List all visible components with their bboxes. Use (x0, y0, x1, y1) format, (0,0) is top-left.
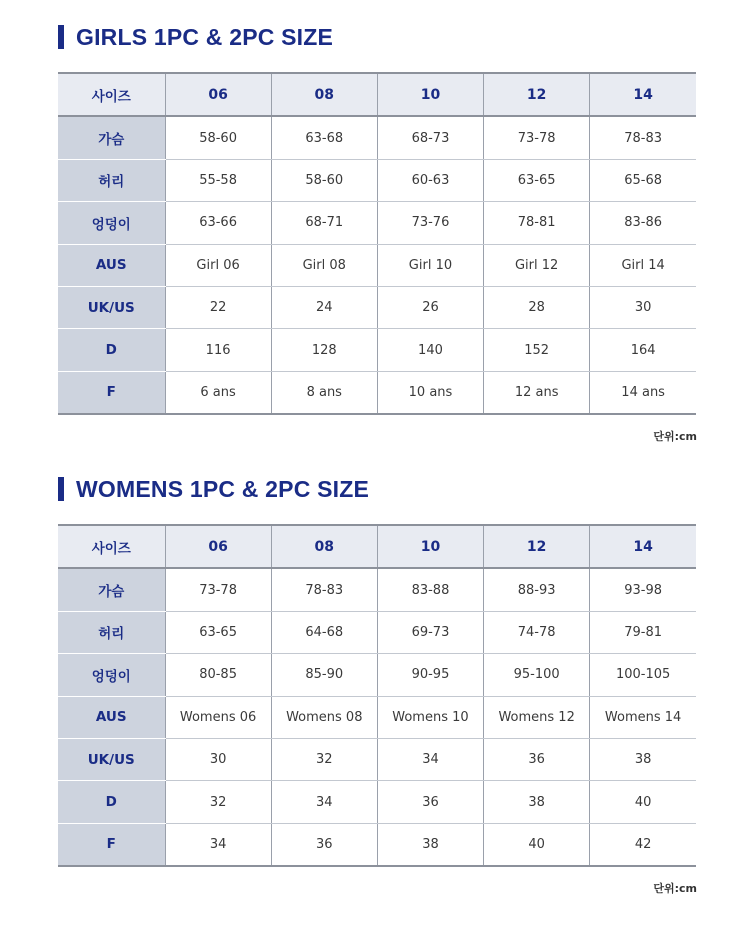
column-header: 12 (484, 525, 590, 568)
table-cell: 74-78 (484, 611, 590, 653)
womens-heading (58, 476, 369, 502)
table-cell: 34 (377, 738, 483, 780)
table-cell: 26 (377, 286, 483, 328)
table-cell: 24 (271, 286, 377, 328)
table-cell: 34 (271, 781, 377, 823)
table-cell: 32 (271, 738, 377, 780)
table-cell: 12 ans (484, 371, 590, 414)
table-cell: 63-66 (165, 202, 271, 244)
table-cell: 78-83 (590, 116, 696, 159)
table-cell: 63-65 (484, 159, 590, 201)
table-cell: 128 (271, 329, 377, 371)
table-cell: 83-88 (377, 568, 483, 611)
table-cell: Girl 10 (377, 244, 483, 286)
table-cell: 40 (590, 781, 696, 823)
table-cell: Womens 12 (484, 696, 590, 738)
table-cell: 32 (165, 781, 271, 823)
table-cell: 164 (590, 329, 696, 371)
table-row (58, 738, 696, 780)
table-cell: 36 (377, 781, 483, 823)
row-label: F (58, 371, 165, 414)
table-cell: Girl 08 (271, 244, 377, 286)
row-label: 가슴 (58, 116, 165, 159)
table-cell: 38 (377, 823, 483, 866)
column-header: 12 (484, 73, 590, 116)
table-cell: 80-85 (165, 654, 271, 696)
table-cell: 64-68 (271, 611, 377, 653)
table-row (58, 654, 696, 696)
table-cell: 68-71 (271, 202, 377, 244)
column-header: 08 (271, 525, 377, 568)
table-cell: 85-90 (271, 654, 377, 696)
size-header-label: 사이즈 (58, 73, 165, 116)
table-cell: Girl 12 (484, 244, 590, 286)
table-cell: 95-100 (484, 654, 590, 696)
table-cell: 6 ans (165, 371, 271, 414)
size-header-label: 사이즈 (58, 525, 165, 568)
row-label: UK/US (58, 286, 165, 328)
row-label: D (58, 781, 165, 823)
column-header: 06 (165, 73, 271, 116)
table-cell: 36 (271, 823, 377, 866)
table-cell: 42 (590, 823, 696, 866)
column-header: 14 (590, 73, 696, 116)
row-label: UK/US (58, 738, 165, 780)
table-row (58, 286, 696, 328)
column-header: 10 (377, 525, 483, 568)
table-cell: 58-60 (271, 159, 377, 201)
table-header-row (58, 525, 696, 568)
table-cell: 116 (165, 329, 271, 371)
table-row (58, 244, 696, 286)
table-row (58, 202, 696, 244)
table-cell: 34 (165, 823, 271, 866)
row-label: D (58, 329, 165, 371)
table-cell: 40 (484, 823, 590, 866)
column-header: 06 (165, 525, 271, 568)
table-cell: 30 (590, 286, 696, 328)
table-cell: Girl 14 (590, 244, 696, 286)
table-cell: Girl 06 (165, 244, 271, 286)
table-cell: Womens 08 (271, 696, 377, 738)
table-cell: Womens 14 (590, 696, 696, 738)
girls-title: GIRLS 1PC & 2PC SIZE (76, 23, 334, 50)
row-label: AUS (58, 696, 165, 738)
table-row (58, 568, 696, 611)
table-cell: 73-78 (165, 568, 271, 611)
table-cell: 63-65 (165, 611, 271, 653)
table-cell: 65-68 (590, 159, 696, 201)
table-cell: 38 (484, 781, 590, 823)
row-label: 허리 (58, 611, 165, 653)
table-cell: 36 (484, 738, 590, 780)
table-cell: 38 (590, 738, 696, 780)
girls-heading (58, 24, 333, 50)
table-cell: 93-98 (590, 568, 696, 611)
heading-accent-bar (58, 25, 64, 49)
row-label: F (58, 823, 165, 866)
unit-note: 단위:cm (653, 430, 697, 443)
table-cell: 73-78 (484, 116, 590, 159)
table-cell: 78-83 (271, 568, 377, 611)
table-row (58, 611, 696, 653)
table-cell: 22 (165, 286, 271, 328)
table-row (58, 116, 696, 159)
table-cell: 8 ans (271, 371, 377, 414)
column-header: 08 (271, 73, 377, 116)
table-row (58, 823, 696, 866)
table-cell: 90-95 (377, 654, 483, 696)
table-cell: 10 ans (377, 371, 483, 414)
row-label: 가슴 (58, 568, 165, 611)
table-row (58, 329, 696, 371)
table-row (58, 781, 696, 823)
table-row (58, 159, 696, 201)
table-cell: 152 (484, 329, 590, 371)
table-cell: 28 (484, 286, 590, 328)
heading-accent-bar (58, 477, 64, 501)
table-cell: 55-58 (165, 159, 271, 201)
womens-title: WOMENS 1PC & 2PC SIZE (76, 475, 370, 502)
table-cell: 79-81 (590, 611, 696, 653)
row-label: 허리 (58, 159, 165, 201)
unit-note: 단위:cm (653, 882, 697, 895)
table-header-row (58, 73, 696, 116)
table-row (58, 696, 696, 738)
table-cell: Womens 06 (165, 696, 271, 738)
row-label: 엉덩이 (58, 654, 165, 696)
table-cell: 69-73 (377, 611, 483, 653)
womens-size-table (58, 524, 696, 867)
table-cell: 83-86 (590, 202, 696, 244)
table-cell: 140 (377, 329, 483, 371)
column-header: 10 (377, 73, 483, 116)
table-cell: 73-76 (377, 202, 483, 244)
column-header: 14 (590, 525, 696, 568)
table-cell: 60-63 (377, 159, 483, 201)
table-cell: Womens 10 (377, 696, 483, 738)
table-cell: 63-68 (271, 116, 377, 159)
table-cell: 100-105 (590, 654, 696, 696)
table-cell: 88-93 (484, 568, 590, 611)
row-label: 엉덩이 (58, 202, 165, 244)
table-cell: 58-60 (165, 116, 271, 159)
girls-size-table (58, 72, 696, 415)
table-cell: 14 ans (590, 371, 696, 414)
table-cell: 78-81 (484, 202, 590, 244)
table-cell: 30 (165, 738, 271, 780)
table-row (58, 371, 696, 414)
row-label: AUS (58, 244, 165, 286)
table-cell: 68-73 (377, 116, 483, 159)
